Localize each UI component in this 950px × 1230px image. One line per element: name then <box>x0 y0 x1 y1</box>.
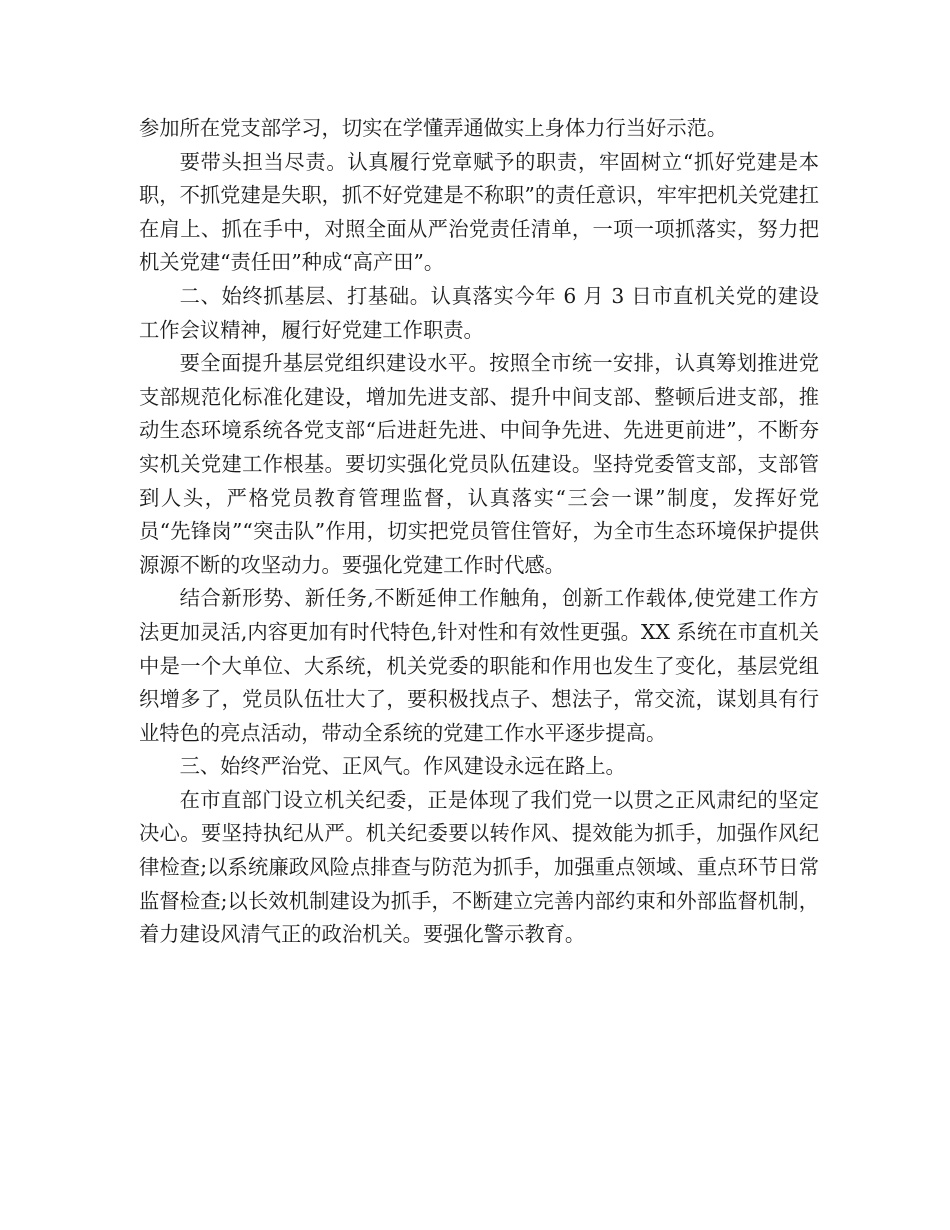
section-heading-paragraph: 二、始终抓基层、打基础。认真落实今年 6 月 3 日市直机关党的建设工作会议精神，履行好党建工作职责。 <box>139 283 819 342</box>
section-heading-paragraph: 三、始终严治党、正风气。作风建设永远在路上。 <box>179 754 626 779</box>
paragraph: 要带头担当尽责。认真履行党章赋予的职责，牢固树立“抓好党建是本职，不抓党建是失职，抓不好党建是不称职”的责任意识，牢牢把机关党建扛在肩上、抓在手中，对照全面从严治党责任清单，一项一项抓落实，努力把机关党建“责任田”种成“高产田”。 <box>139 149 819 275</box>
paragraph: 参加所在党支部学习，切实在学懂弄通做实上身体力行当好示范。 <box>139 116 728 140</box>
paragraph: 结合新形势、新任务,不断延伸工作触角，创新工作载体,使党建工作方法更加灵活,内容更加有时代特色,针对性和有效性更强。XX 系统在市直机关中是一个大单位、大系统，机关党委的职能和作用也发生了变化，基层党组织增多了，党员队伍壮大了，要积极找点子、想法子，常交流，谋划具有行业特色的亮点活动，带动全系统的党建工作水平逐步提高。 <box>139 586 819 745</box>
paragraph: 要全面提升基层党组织建设水平。按照全市统一安排，认真筹划推进党支部规范化标准化建设，增加先进支部、提升中间支部、整顿后进支部，推动生态环境系统各党支部“后进赶先进、中间争先进、先进更前进”，不断夯实机关党建工作根基。要切实强化党员队伍建设。坚持党委管支部，支部管到人头，严格党员教育管理监督，认真落实“三会一课”制度，发挥好党员“先锋岗”“突击队”作用，切实把党员管住管好，为全市生态环境保护提供源源不断的攻坚动力。要强化党建工作时代感。 <box>139 351 819 577</box>
paragraph: 在市直部门设立机关纪委，正是体现了我们党一以贯之正风肃纪的坚定决心。要坚持执纪从严。机关纪委要以转作风、提效能为抓手，加强作风纪律检查;以系统廉政风险点排查与防范为抓手，加强重点领域、重点环节日常监督检查;以长效机制建设为抓手，不断建立完善内部约束和外部监督机制，着力建设风清气正的政治机关。要强化警示教育。 <box>139 787 819 947</box>
document-page <box>139 112 819 952</box>
